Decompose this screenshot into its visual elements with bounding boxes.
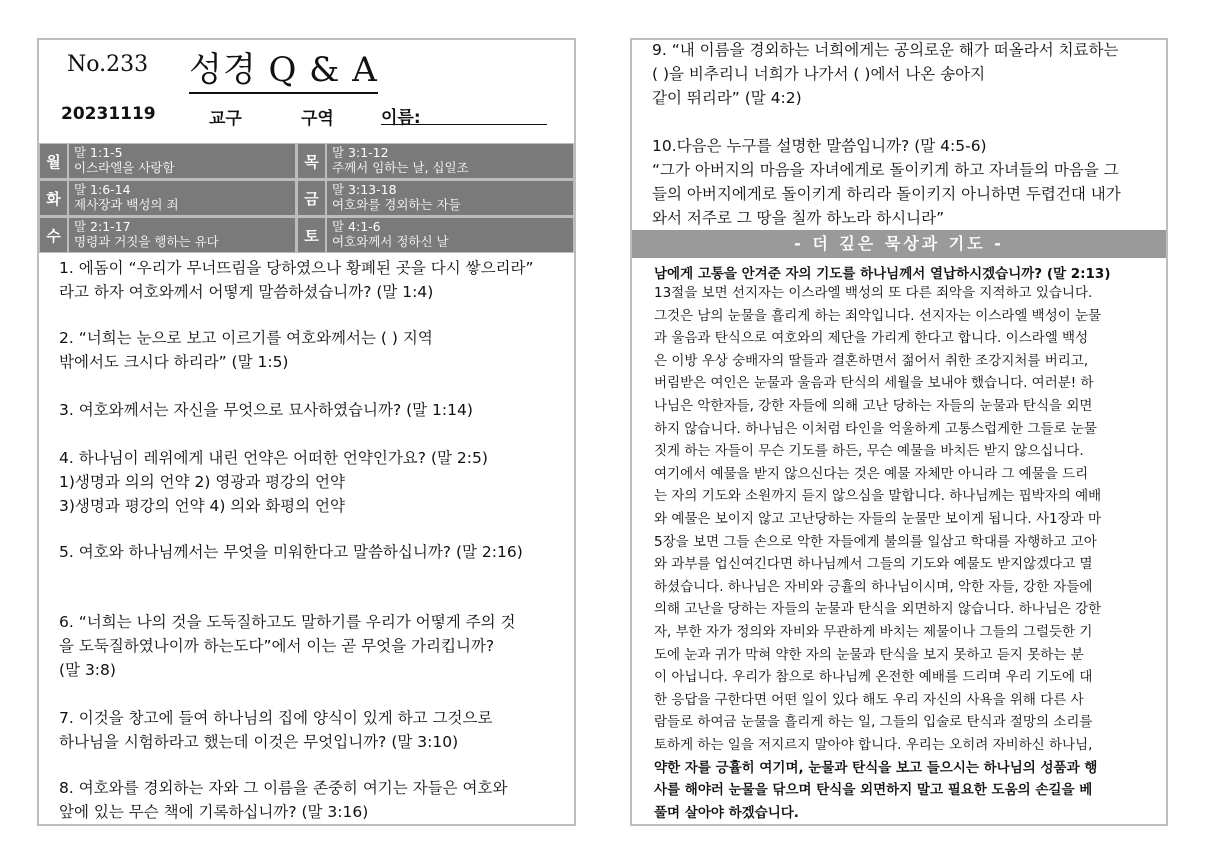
page-title: 성경 Q & A — [189, 42, 378, 94]
meditation-line: 13절을 보면 선지자는 이스라엘 백성의 또 다른 죄악을 지적하고 있습니다. — [654, 285, 1093, 301]
question-line: 8. 여호와를 경외하는 자와 그 이름을 존중히 여기는 자들은 여호와 — [59, 779, 508, 797]
date: 20231119 — [61, 104, 156, 124]
question-line: 1. 에돔이 “우리가 무너뜨림을 당하였으나 황폐된 곳을 다시 쌓으리라” — [59, 259, 534, 277]
question-line: 6. “너희는 나의 것을 도둑질하고도 말하기를 우리가 어떻게 주의 것 — [59, 613, 516, 631]
question-line: 2. “너희는 눈으로 보고 이르기를 여호와께서는 ( ) 지역 — [59, 329, 433, 347]
meditation-line: 는 자의 기도와 소원까지 듣지 않으심을 말합니다. 하나님께는 핍박자의 예배 — [654, 488, 1102, 505]
question-1 — [59, 256, 534, 304]
meditation-banner: - 더 깊은 묵상과 기도 - — [632, 230, 1166, 258]
meditation-line: 도에 눈과 귀가 막혀 약한 자의 눈물과 탄식을 보지 못하고 듣지 못하는 분 — [654, 646, 1084, 663]
question-9 — [652, 38, 1119, 110]
question-3 — [59, 398, 473, 422]
meditation-line: 짓게 하는 자들이 무슨 기도를 하든, 무슨 예물을 바치든 받지 않으십니다. — [654, 443, 1084, 460]
meditation-line: 과 울음과 탄식으로 여호와의 제단을 가리게 한다고 합니다. 이스라엘 백성 — [654, 330, 1089, 347]
meditation-line: 나님은 악한자들, 강한 자들에 의해 고난 당하는 자들의 눈물과 탄식을 외면 — [654, 398, 1093, 414]
meditation-line: 그것은 남의 눈물을 흘리게 하는 죄악입니다. 선지자는 이스라엘 백성이 눈물 — [654, 307, 1102, 324]
reading-schedule — [39, 143, 574, 253]
meditation-line: 의해 고난을 당하는 자들의 눈물과 탄식을 외면하지 않습니다. 하나님은 강한 — [654, 601, 1102, 618]
section-label: 구역 — [301, 109, 334, 129]
day-label: 화 — [40, 181, 67, 215]
question-7 — [59, 706, 492, 754]
question-line: 밖에서도 크시다 하리라” (말 1:5) — [59, 353, 289, 371]
reading-ref: 말 1:1-5 — [74, 145, 123, 160]
meditation-line: 은 이방 우상 숭배자의 딸들과 결혼하면서 젊어서 취한 조강지처를 버리고, — [654, 352, 1089, 369]
meditation-line: 버림받은 여인은 눈물과 울음과 탄식의 세월을 보내야 했습니다. 여러분! 하 — [654, 375, 1094, 392]
meditation-line: 약한 자를 긍휼히 여기며, 눈물과 탄식을 보고 들으시는 하나님의 성품과 행 — [654, 759, 1098, 776]
question-line: 같이 뛰리라” (말 4:2) — [652, 89, 802, 107]
meditation-line: 람들로 하여금 눈물을 흘리게 하는 일, 그들의 입술로 탄식과 절망의 소리를 — [654, 714, 1093, 731]
quiz-panel-right — [630, 38, 1168, 826]
day-label: 토 — [298, 218, 325, 252]
reading-cell — [327, 181, 573, 215]
reading-cell — [69, 218, 295, 252]
reading-cell — [327, 218, 573, 252]
reading-ref: 말 3:1-12 — [332, 145, 389, 160]
question-line: 와서 저주로 그 땅을 칠까 하노라 하시니라” — [652, 209, 945, 227]
meditation-line: 토하게 하는 일을 저지르지 말아야 합니다. 우리는 오히려 자비하신 하나님, — [654, 737, 1093, 753]
meditation-line: 한 응답을 구한다면 어떤 일이 있다 해도 우리 자신의 사욕을 위해 다른 사 — [654, 691, 1084, 708]
question-line: 하나님을 시험하라고 했는데 이것은 무엇입니까? (말 3:10) — [59, 733, 459, 751]
name-label: 이름: — [381, 108, 421, 128]
reading-topic: 여호와께서 정하신 날 — [332, 234, 449, 249]
question-line: 9. “내 이름을 경외하는 너희에게는 공의로운 해가 떠올라서 치료하는 — [652, 41, 1119, 59]
day-label: 금 — [298, 181, 325, 215]
reading-cell — [69, 181, 295, 215]
meditation-line: 하지 않습니다. 하나님은 이처럼 타인을 억울하게 고통스럽게한 그들로 눈물 — [654, 420, 1097, 437]
reading-ref: 말 2:1-17 — [74, 219, 131, 234]
question-10 — [652, 134, 1121, 230]
question-5 — [59, 540, 523, 564]
meditation-line: 풀며 살아야 하겠습니다. — [654, 804, 799, 821]
reading-topic: 명령과 거짓을 행하는 유다 — [74, 234, 219, 249]
reading-row — [39, 143, 574, 179]
reading-topic: 여호와를 경외하는 자들 — [332, 197, 461, 212]
reading-ref: 말 4:1-6 — [332, 219, 381, 234]
reading-topic: 제사장과 백성의 죄 — [74, 197, 179, 212]
name-field[interactable] — [381, 103, 547, 128]
meditation-line: 와 예물은 보이지 않고 고난당하는 자들의 눈물만 보이게 됩니다. 사1장과 마 — [654, 511, 1102, 527]
district-label: 교구 — [209, 109, 242, 129]
question-4 — [59, 446, 488, 518]
header — [39, 40, 574, 140]
reading-topic: 이스라엘을 사랑함 — [74, 160, 175, 175]
meditation-title: 남에게 고통을 안겨준 자의 기도를 하나님께서 열납하시겠습니까? (말 2:13) — [654, 266, 1111, 282]
meditation-line: 하셨습니다. 하나님은 자비와 긍휼의 하나님이시며, 악한 자들, 강한 자들에 — [654, 578, 1093, 595]
meditation-line: 자, 부한 자가 정의와 자비와 무관하게 바치는 제물이나 그들의 그럴듯한 기 — [654, 624, 1093, 640]
issue-number: No.233 — [67, 52, 149, 77]
question-line: 10.다음은 누구를 설명한 말씀입니까? (말 4:5-6) — [652, 137, 987, 155]
reading-topic: 주께서 임하는 날, 십일조 — [332, 160, 469, 175]
day-label: 월 — [40, 144, 67, 178]
meditation-line: 여기에서 예물을 받지 않으신다는 것은 예물 자체만 아니라 그 예물을 드리 — [654, 465, 1089, 482]
meditation-line: 5장을 보면 그들 손으로 악한 자들에게 불의를 일삼고 학대를 자행하고 고아 — [654, 533, 1097, 550]
reading-cell — [327, 144, 573, 178]
meditation-line: 와 과부를 업신여긴다면 하나님께서 그들의 기도와 예물도 받지않겠다고 멸 — [654, 556, 1093, 573]
day-label: 수 — [40, 218, 67, 252]
question-line: 라고 하자 여호와께서 어떻게 말씀하셨습니까? (말 1:4) — [59, 283, 434, 301]
meditation-line: 이 아닙니다. 우리가 참으로 하나님께 온전한 예배를 드리며 우리 기도에 대 — [654, 669, 1093, 686]
question-line: ( )을 비추리니 너희가 나가서 ( )에서 나온 송아지 — [652, 65, 986, 83]
question-line: 3. 여호와께서는 자신을 무엇으로 묘사하였습니까? (말 1:14) — [59, 401, 473, 419]
reading-ref: 말 1:6-14 — [74, 182, 131, 197]
question-line: (말 3:8) — [59, 661, 116, 679]
question-line: 5. 여호와 하나님께서는 무엇을 미워한다고 말씀하십니까? (말 2:16) — [59, 543, 523, 561]
question-line: 7. 이것을 창고에 들여 하나님의 집에 양식이 있게 하고 그것으로 — [59, 709, 493, 727]
question-6 — [59, 610, 515, 682]
reading-row — [39, 217, 574, 253]
day-label: 목 — [298, 144, 325, 178]
meditation-line: 사를 해야러 눈물을 닦으며 탄식을 외면하지 말고 필요한 도움의 손길을 베 — [654, 782, 1093, 799]
question-8 — [59, 776, 507, 824]
reading-ref: 말 3:13-18 — [332, 182, 397, 197]
question-line: 4. 하나님이 레위에게 내린 언약은 어떠한 언약인가요? (말 2:5) — [59, 449, 488, 467]
question-2 — [59, 326, 433, 374]
question-line: 들의 아버지에게로 돌이키게 하리라 돌이키지 아니하면 두렵건대 내가 — [652, 185, 1121, 203]
reading-cell — [69, 144, 295, 178]
question-line: “그가 아버지의 마음을 자녀에게로 돌이키게 하고 자녀들의 마음을 그 — [652, 161, 1119, 179]
question-line: 앞에 있는 무슨 책에 기록하십니까? (말 3:16) — [59, 803, 369, 821]
quiz-panel-left — [37, 38, 576, 826]
question-option-line: 1)생명과 의의 언약 2) 영광과 평강의 언약 — [59, 473, 345, 491]
reading-row — [39, 180, 574, 216]
question-line: 을 도둑질하였나이까 하는도다”에서 이는 곧 무엇을 가리킵니까? — [59, 637, 495, 655]
question-option-line: 3)생명과 평강의 언약 4) 의와 화평의 언약 — [59, 497, 345, 515]
